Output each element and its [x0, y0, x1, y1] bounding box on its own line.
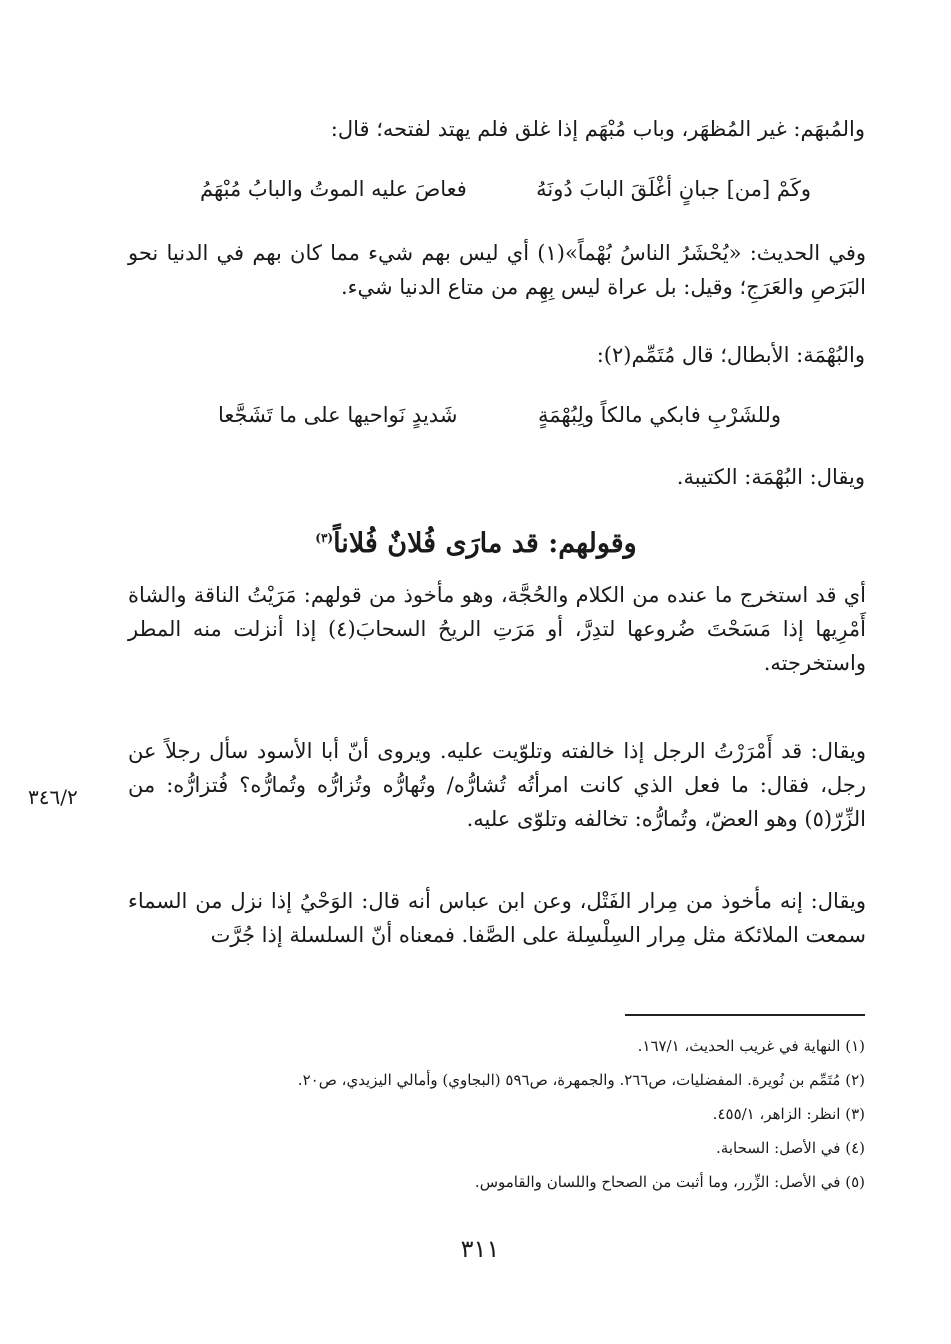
footnote: (٤) في الأصل: السحابة. — [716, 1139, 865, 1157]
verse-second-hemistich: فعاصَ عليه الموتُ والبابُ مُبْهَمُ — [200, 177, 467, 201]
paragraph-line: ويقال: البُهْمَة: الكتيبة. — [676, 465, 865, 489]
paragraph-hadith: وفي الحديث: «يُحْشَرُ الناسُ بُهْماً»(١) أي ليس بهم شيء مما كان بهم في الدنيا نحو البَرَصِ والعَرَجِ؛ وقيل: بل عراة ليس بِهِم من متاع الدنيا شيء. — [128, 241, 866, 299]
footnote: (٥) في الأصل: الزِّرر، وما أثبت من الصحاح واللسان والقاموس. — [474, 1173, 865, 1191]
footnote-divider — [625, 1014, 865, 1016]
footnote: (٢) مُتَمِّم بن نُويرة. المفضليات، ص٢٦٦. والجمهرة، ص٥٩٦ (البجاوي) وأمالي اليزيدي، ص٢٠. — [297, 1071, 865, 1089]
margin-page-reference: ٣٤٦/٢ — [28, 785, 78, 809]
verse-first-hemistich: وكَمْ [من] جبانٍ أغْلَقَ البابَ دُونَهُ — [536, 177, 811, 201]
page-number: ٣١١ — [460, 1235, 500, 1263]
footnote: (١) النهاية في غريب الحديث، ١٦٧/١. — [637, 1037, 865, 1055]
paragraph-line: والمُبهَم: غير المُظهَر، وباب مُبْهَم إذا غلق فلم يهتد لفتحه؛ قال: — [330, 117, 865, 141]
footnote: (٣) انظر: الزاهر، ٤٥٥/١. — [712, 1105, 865, 1123]
verse-second-hemistich: شَديدٍ نَواحيها على ما تَشَجَّعا — [218, 403, 458, 427]
paragraph-ibn-abbas: ويقال: إنه مأخوذ من مِرار الفَتْل، وعن ابن عباس أنه قال: الوَحْيُ إذا نزل من السماء سمعت الملائكة مثل مِرار السِلْسِلة على الصَّفا. فمعناه أنّ السلسلة إذا جُرَّت — [128, 889, 866, 947]
paragraph-definition: أي قد استخرج ما عنده من الكلام والحُجَّة، وهو مأخوذ من قولهم: مَرَيْتُ الناقة والشاة أَمْرِيها إذا مَسَحْتَ ضُروعها لتدِرَّ، أو مَرَتِ الريحُ السحابَ(٤) إذا أنزلت منه المطر واستخرجته. — [128, 583, 866, 675]
paragraph-abu-aswad: ويقال: قد أَمْرَرْتُ الرجل إذا خالفته وتلوّيت عليه. ويروى أنّ أبا الأسود سأل رجلاً عن رجل، فقال: ما فعل الذي كانت امرأتُه تُشارُّه/ وتُهارُّه وتُزارُّه وتُمارُّه؟ فُتزارُّه: من الزِّرّ(٥) وهو العضّ، وتُمارُّه: تخالفه وتلوّى عليه. — [128, 739, 866, 831]
paragraph-line: والبُهْمَة: الأبطال؛ قال مُتَمِّم(٢): — [596, 343, 865, 367]
verse-first-hemistich: وللشَرْبِ فابكي مالكاً ولِبُهْمَةٍ — [538, 403, 781, 427]
footnote-ref: (٣) — [315, 531, 334, 545]
section-heading — [250, 518, 702, 564]
section-heading-text: وقولهم: قد مارَى فُلانٌ فُلاناً — [333, 528, 637, 559]
